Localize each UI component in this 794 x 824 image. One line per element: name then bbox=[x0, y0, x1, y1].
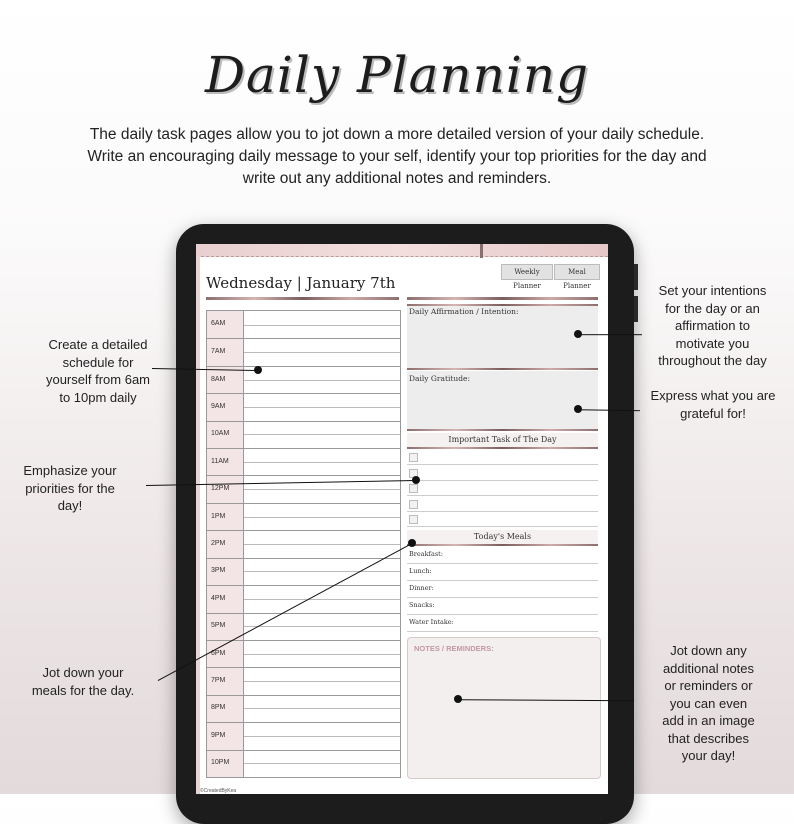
annotation-line: your day! bbox=[681, 748, 736, 763]
annotation-line: meals for the day. bbox=[31, 682, 135, 698]
pointer-dot bbox=[574, 330, 582, 338]
annotation-line: throughout the day bbox=[658, 353, 767, 368]
pointer-dot bbox=[408, 539, 416, 547]
half-hour-line bbox=[244, 489, 400, 490]
schedule-row[interactable] bbox=[207, 695, 400, 712]
affirmation-label: Daily Affirmation / Intention: bbox=[409, 307, 519, 316]
time-label: 6PM bbox=[211, 649, 226, 657]
annotation-priorities bbox=[8, 462, 132, 515]
meal-planner-button[interactable]: Meal Planner bbox=[554, 264, 600, 280]
annotation-notes bbox=[636, 642, 781, 765]
schedule-row[interactable] bbox=[207, 475, 400, 493]
annotation-line: yourself from 6am bbox=[45, 372, 151, 387]
annotation-line: you can even bbox=[669, 695, 748, 711]
task-checkbox[interactable] bbox=[409, 515, 418, 524]
pointer-dot bbox=[574, 405, 582, 413]
annotation-line: Jot down any bbox=[670, 643, 747, 658]
notes-label: NOTES / REMINDERS: bbox=[414, 644, 494, 653]
meals-header: Today's Meals bbox=[407, 530, 598, 544]
annotation-line: add in an image bbox=[662, 713, 755, 728]
time-label: 8AM bbox=[211, 375, 226, 383]
annotation-intentions bbox=[640, 282, 785, 370]
meal-label: Snacks: bbox=[409, 601, 435, 609]
schedule-grid bbox=[206, 310, 401, 778]
pointer-line bbox=[578, 334, 642, 335]
meal-label: Dinner: bbox=[409, 584, 434, 592]
time-label: 8PM bbox=[211, 704, 226, 712]
half-hour-line bbox=[244, 434, 400, 435]
meal-label: Breakfast: bbox=[409, 550, 443, 558]
tasks-header: Important Task of The Day bbox=[407, 433, 598, 447]
time-label: 7AM bbox=[211, 348, 226, 356]
time-label: 9PM bbox=[211, 731, 226, 739]
annotation-line: to 10pm daily bbox=[59, 389, 137, 405]
task-line[interactable] bbox=[407, 526, 598, 527]
copyright-text: ©CreatedByKea bbox=[200, 788, 237, 794]
meal-line[interactable] bbox=[407, 614, 598, 615]
schedule-row[interactable] bbox=[207, 585, 400, 602]
half-hour-line bbox=[244, 626, 400, 627]
spine-divider bbox=[480, 244, 483, 258]
half-hour-line bbox=[244, 763, 400, 764]
half-hour-line bbox=[244, 352, 400, 353]
annotation-meals bbox=[8, 664, 158, 699]
pointer-dot bbox=[254, 366, 262, 374]
time-label: 12PM bbox=[211, 485, 230, 493]
schedule-row[interactable] bbox=[207, 558, 400, 575]
pointer-dot bbox=[412, 476, 420, 484]
rose-divider bbox=[407, 429, 598, 431]
half-hour-line bbox=[244, 462, 400, 463]
schedule-row[interactable] bbox=[207, 530, 400, 547]
time-label: 5PM bbox=[211, 622, 226, 630]
schedule-row[interactable] bbox=[207, 338, 400, 356]
time-label: 6AM bbox=[211, 319, 226, 327]
half-hour-line bbox=[244, 571, 400, 572]
time-label: 1PM bbox=[211, 512, 226, 520]
time-label: 3PM bbox=[211, 567, 226, 575]
tablet-side-button bbox=[634, 264, 638, 290]
task-checkbox[interactable] bbox=[409, 500, 418, 509]
half-hour-line bbox=[244, 325, 400, 326]
meal-line[interactable] bbox=[407, 563, 598, 564]
schedule-row[interactable] bbox=[207, 366, 400, 383]
annotation-line: Jot down your bbox=[42, 665, 124, 680]
task-line[interactable] bbox=[407, 464, 598, 465]
left-band bbox=[196, 256, 200, 794]
annotation-line: additional notes bbox=[662, 660, 755, 676]
schedule-row[interactable] bbox=[207, 448, 400, 465]
gratitude-label: Daily Gratitude: bbox=[409, 374, 470, 383]
meal-line[interactable] bbox=[407, 597, 598, 598]
half-hour-line bbox=[244, 599, 400, 600]
schedule-row[interactable] bbox=[207, 667, 400, 685]
annotation-line: day! bbox=[57, 498, 83, 513]
schedule-row[interactable] bbox=[207, 393, 400, 410]
annotation-line: or reminders or bbox=[664, 678, 753, 693]
rose-divider bbox=[407, 297, 598, 300]
rose-divider bbox=[407, 447, 598, 449]
annotation-line: Express what you are bbox=[650, 388, 776, 403]
meal-line[interactable] bbox=[407, 631, 598, 632]
annotation-schedule bbox=[18, 336, 178, 406]
weekly-planner-button[interactable]: Weekly Planner bbox=[501, 264, 553, 280]
annotation-line: affirmation to bbox=[675, 318, 750, 333]
schedule-row[interactable] bbox=[207, 722, 400, 739]
annotation-line: priorities for the bbox=[25, 480, 115, 496]
half-hour-line bbox=[244, 544, 400, 545]
intro-text bbox=[40, 124, 754, 190]
meal-line[interactable] bbox=[407, 580, 598, 581]
rose-divider bbox=[407, 544, 598, 546]
half-hour-line bbox=[244, 380, 400, 381]
half-hour-line bbox=[244, 736, 400, 737]
meal-label: Water Intake: bbox=[409, 618, 454, 626]
time-label: 11AM bbox=[211, 457, 229, 465]
task-checkbox[interactable] bbox=[409, 453, 418, 462]
annotation-line: grateful for! bbox=[680, 405, 746, 421]
annotation-line: schedule for bbox=[62, 354, 134, 370]
time-label: 4PM bbox=[211, 594, 226, 602]
tablet-side-button bbox=[634, 296, 638, 322]
time-label: 2PM bbox=[211, 539, 226, 547]
schedule-row[interactable] bbox=[207, 613, 400, 630]
rose-divider bbox=[407, 368, 598, 370]
intro-line-2: Write an encouraging daily message to your self, identify your top priorities for the day and bbox=[87, 148, 707, 165]
top-band bbox=[196, 244, 608, 257]
annotation-grateful bbox=[636, 387, 790, 422]
time-label: 10PM bbox=[211, 759, 230, 767]
half-hour-line bbox=[244, 517, 400, 518]
annotation-line: Set your intentions bbox=[658, 283, 767, 298]
intro-line-3: write out any additional notes and reminders. bbox=[242, 170, 552, 187]
time-label: 7PM bbox=[211, 677, 226, 685]
notes-box[interactable] bbox=[407, 637, 601, 779]
task-line[interactable] bbox=[407, 495, 598, 496]
rose-divider bbox=[206, 297, 399, 300]
time-label: 10AM bbox=[211, 430, 230, 438]
page-title: Daily Planning bbox=[204, 46, 590, 104]
intro-line-1: The daily task pages allow you to jot down a more detailed version of your daily schedule. bbox=[89, 126, 705, 143]
half-hour-line bbox=[244, 681, 400, 682]
annotation-line: Emphasize your bbox=[23, 463, 117, 478]
half-hour-line bbox=[244, 407, 400, 408]
annotation-line: motivate you bbox=[675, 335, 750, 351]
meal-label: Lunch: bbox=[409, 567, 432, 575]
half-hour-line bbox=[244, 654, 400, 655]
schedule-row[interactable] bbox=[207, 640, 400, 657]
annotation-line: that describes bbox=[668, 730, 749, 746]
time-label: 9AM bbox=[211, 402, 226, 410]
schedule-row[interactable] bbox=[207, 421, 400, 438]
schedule-row[interactable] bbox=[207, 750, 400, 767]
task-line[interactable] bbox=[407, 480, 598, 481]
date-heading: Wednesday | January 7th bbox=[206, 274, 396, 292]
planner-screen bbox=[196, 244, 608, 794]
schedule-row[interactable] bbox=[207, 503, 400, 520]
task-checkbox[interactable] bbox=[409, 484, 418, 493]
task-line[interactable] bbox=[407, 511, 598, 512]
half-hour-line bbox=[244, 708, 400, 709]
annotation-line: Create a detailed bbox=[48, 337, 148, 352]
annotation-line: for the day or an bbox=[665, 300, 760, 316]
pointer-dot bbox=[454, 695, 462, 703]
